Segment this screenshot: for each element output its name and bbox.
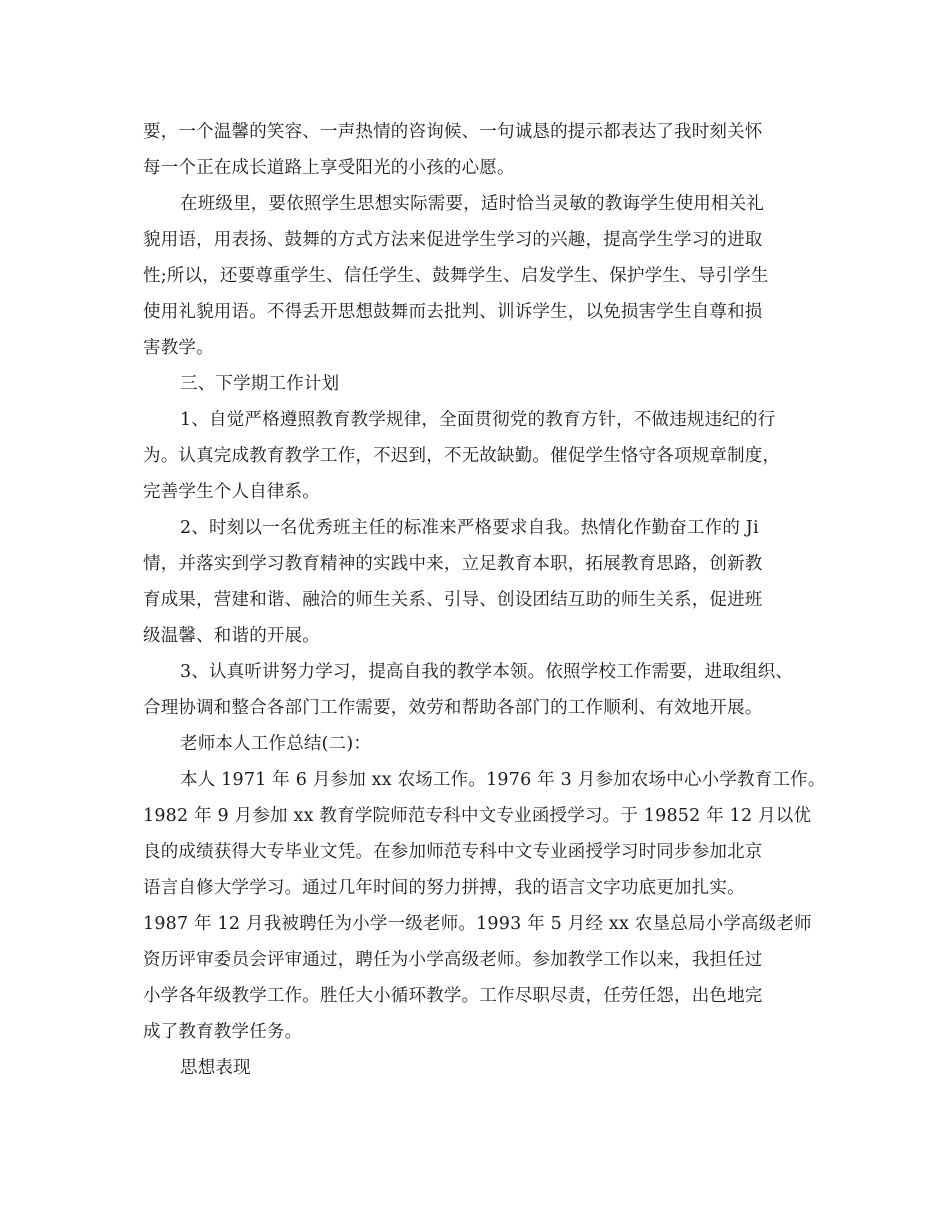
paragraph-line: 本人 1971 年 6 月参加 xx 农场工作。1976 年 3 月参加农场中心小学教育工作。 (180, 770, 826, 790)
paragraph-line: 貌用语，用表扬、鼓舞的方式方法来促进学生学习的兴趣，提高学生学习的进取 (143, 230, 763, 250)
paragraph-line: 要，一个温馨的笑容、一声热情的咨询候、一句诚恳的提示都表达了我时刻关怀 (143, 122, 763, 142)
paragraph-line: 育成果，营建和谐、融洽的师生关系、引导、创设团结互助的师生关系，促进班 (143, 590, 763, 610)
paragraph-line: 害教学。 (143, 338, 214, 358)
paragraph-line: 1982 年 9 月参加 xx 教育学院师范专科中文专业函授学习。于 19852 年 12 月以优 (143, 806, 812, 826)
paragraph-line: 使用礼貌用语。不得丢开思想鼓舞而去批判、训诉学生，以免损害学生自尊和损 (143, 302, 763, 322)
paragraph-line: 级温馨、和谐的开展。 (143, 626, 320, 646)
paragraph-line: 成了教育教学任务。 (143, 1022, 303, 1042)
paragraph-line: 2、时刻以一名优秀班主任的标准来严格要求自我。热情化作勤奋工作的 Ji (180, 518, 759, 538)
section-heading: 三、下学期工作计划 (180, 374, 340, 394)
paragraph-line: 在班级里，要依照学生思想实际需要，适时恰当灵敏的教诲学生使用相关礼 (180, 194, 765, 214)
paragraph-line: 每一个正在成长道路上享受阳光的小孩的心愿。 (143, 158, 515, 178)
section-heading: 思想表现 (180, 1058, 251, 1078)
paragraph-line: 合理协调和整合各部门工作需要，效劳和帮助各部门的工作顺利、有效地开展。 (143, 698, 763, 718)
paragraph-line: 性;所以，还要尊重学生、信任学生、鼓舞学生、启发学生、保护学生、导引学生 (143, 266, 769, 286)
paragraph-line: 语言自修大学学习。通过几年时间的努力拼搏，我的语言文字功底更加扎实。 (143, 878, 745, 898)
paragraph-line: 1、自觉严格遵照教育教学规律，全面贯彻党的教育方针，不做违规违纪的行 (180, 410, 776, 430)
paragraph-line: 资历评审委员会评审通过，聘任为小学高级老师。参加教学工作以来，我担任过 (143, 950, 763, 970)
section-heading: 老师本人工作总结(二)： (180, 734, 372, 754)
paragraph-line: 3、认真听讲努力学习，提高自我的教学本领。依照学校工作需要，进取组织、 (180, 662, 794, 682)
paragraph-line: 小学各年级教学工作。胜任大小循环教学。工作尽职尽责，任劳任怨，出色地完 (143, 986, 763, 1006)
paragraph-line: 1987 年 12 月我被聘任为小学一级老师。1993 年 5 月经 xx 农垦总局小学高级老师 (143, 914, 812, 934)
paragraph-line: 良的成绩获得大专毕业文凭。在参加师范专科中文专业函授学习时同步参加北京 (143, 842, 763, 862)
paragraph-line: 完善学生个人自律系。 (143, 482, 320, 502)
paragraph-line: 为。认真完成教育教学工作，不迟到，不无故缺勤。催促学生恪守各项规章制度， (143, 446, 781, 466)
paragraph-line: 情，并落实到学习教育精神的实践中来，立足教育本职，拓展教育思路，创新教 (143, 554, 763, 574)
